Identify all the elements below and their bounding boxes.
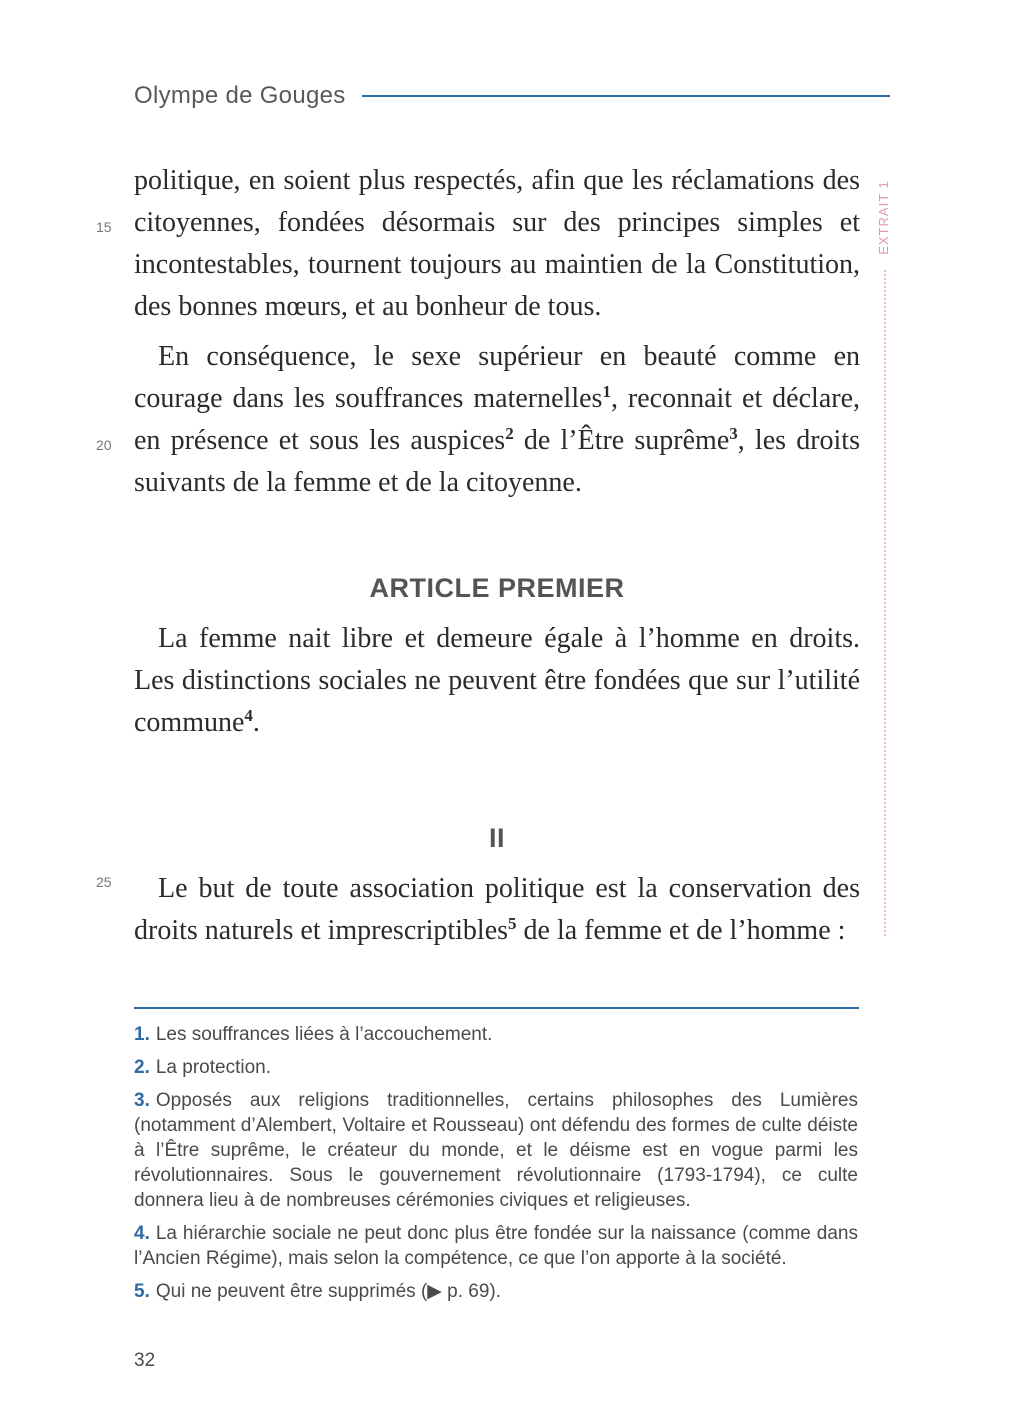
running-header-author: Olympe de Gouges xyxy=(134,82,346,109)
page-number: 32 xyxy=(134,1350,156,1371)
main-text xyxy=(134,160,860,952)
paragraph-1: politique, en soient plus respectés, afin que les réclamations des citoyennes, fondées désormais sur des principes simples et incontestables, tournent toujours au maintien de la Constitution, des bonnes mœurs, et au bonheur de tous. xyxy=(134,165,860,322)
footnote-2 xyxy=(134,1055,858,1080)
footnote-2-text: La protection. xyxy=(155,1057,271,1078)
paragraph-4 xyxy=(134,868,860,952)
footnote-3-number: 3. xyxy=(134,1090,150,1111)
running-header xyxy=(134,78,890,114)
footnote-4-number: 4. xyxy=(134,1223,150,1244)
heading-article-ii: II xyxy=(488,823,505,853)
extract-side-label-text: EXTRAIT 1 xyxy=(875,179,891,255)
footnote-3 xyxy=(134,1088,858,1213)
footnote-ref-5[interactable]: 5 xyxy=(508,914,517,933)
header-rule xyxy=(362,95,890,97)
line-number-25: 25 xyxy=(96,874,112,890)
footnote-1 xyxy=(134,1022,858,1047)
line-number-15: 15 xyxy=(96,219,112,235)
paragraph-3-part-a: La femme nait libre et demeure égale à l’homme en droits. Les distinctions sociales ne peuvent être fondées que sur l’utilité commune xyxy=(134,623,860,738)
footnote-rule xyxy=(134,1007,859,1009)
paragraph-4-part-a: Le but de toute association politique est la conservation des droits naturels et imprescriptibles xyxy=(134,873,860,946)
footnote-ref-4[interactable]: 4 xyxy=(244,706,253,725)
footnote-5-number: 5. xyxy=(134,1281,150,1302)
footnote-1-text: Les souffrances liées à l’accouchement. xyxy=(155,1024,493,1045)
paragraph-2-part-d: , les droits suivants de la femme et de la citoyenne. xyxy=(134,425,860,498)
footnote-4 xyxy=(134,1221,858,1271)
paragraph-3 xyxy=(134,618,860,744)
line-number-20: 20 xyxy=(96,437,112,453)
side-dotted-rule xyxy=(884,270,886,936)
paragraph-2-part-c: de l’Être suprême xyxy=(513,425,730,456)
footnote-ref-2[interactable]: 2 xyxy=(505,424,514,443)
extract-side-label xyxy=(868,172,898,262)
footnote-ref-3[interactable]: 3 xyxy=(729,424,738,443)
footnote-4-text: La hiérarchie sociale ne peut donc plus être fondée sur la naissance (comme dans l’Ancien Régime), mais selon la compétence, ce que l’on apporte à la société. xyxy=(134,1223,858,1269)
paragraph-2-part-a: En conséquence, le sexe supérieur en beauté comme en courage dans les souffrances maternelles xyxy=(134,341,860,414)
footnotes xyxy=(134,1022,858,1312)
footnote-3-text: Opposés aux religions traditionnelles, certains philosophes des Lumières (notamment d’Alembert, Voltaire et Rousseau) ont défendu des formes de culte déiste à l’Être suprême, le créateur du monde, et le déisme est en vogue parmi les révolutionnaires. Sous le gouvernement révolutionnaire (1793-1794), ce culte donnera lieu à de nombreuses cérémonies civiques et religieuses. xyxy=(134,1090,858,1211)
heading-article-premier: ARTICLE PREMIER xyxy=(369,573,625,603)
footnote-5 xyxy=(134,1279,858,1304)
paragraph-2-part-b: , reconnait et déclare, en présence et sous les auspices xyxy=(134,383,860,456)
paragraph-2 xyxy=(134,336,860,504)
footnote-1-number: 1. xyxy=(134,1024,150,1045)
footnote-5-text: Qui ne peuvent être supprimés (▶ p. 69). xyxy=(155,1281,502,1302)
footnote-ref-1[interactable]: 1 xyxy=(602,382,611,401)
footnote-2-number: 2. xyxy=(134,1057,150,1078)
paragraph-3-part-b: . xyxy=(252,707,260,738)
paragraph-4-part-b: de la femme et de l’homme : xyxy=(516,915,846,946)
